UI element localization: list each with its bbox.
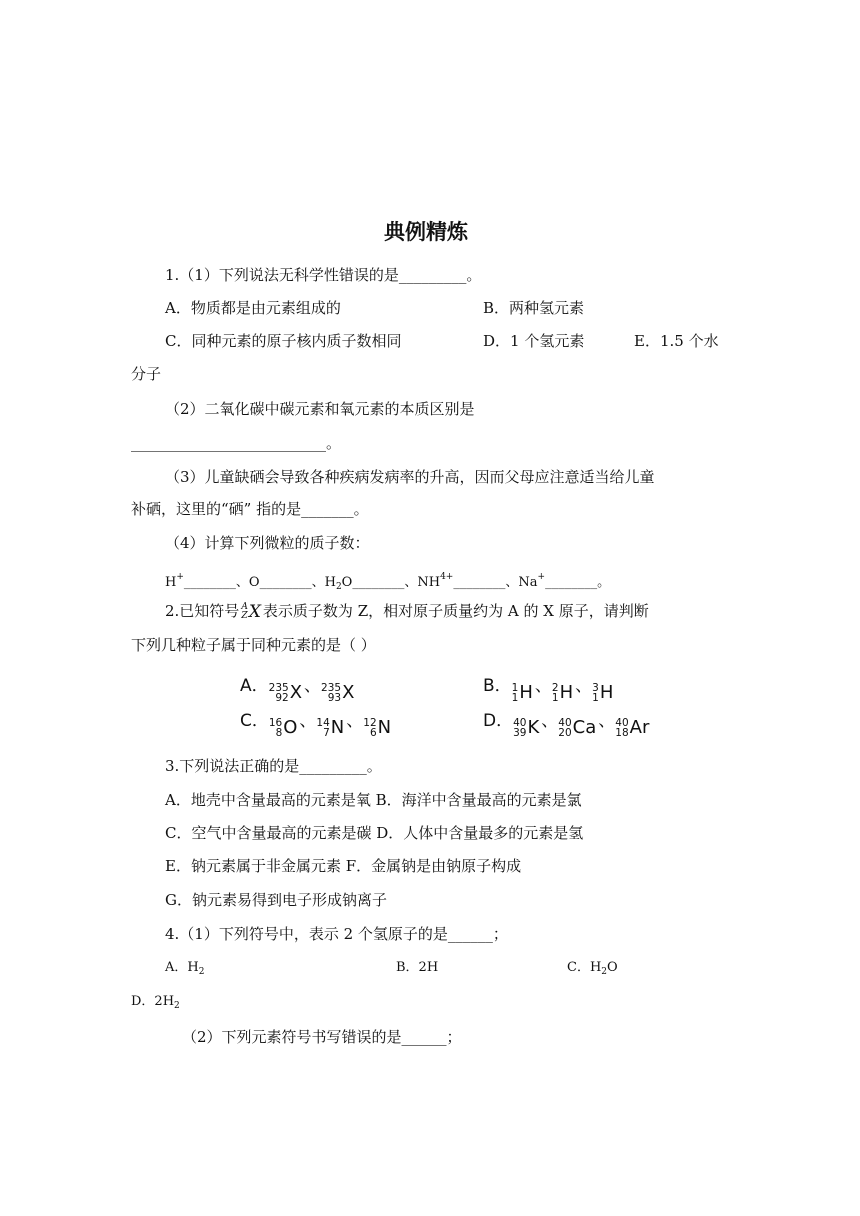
- particle-nh4: $NH^{4+}$: [417, 572, 454, 590]
- isotope-symbol: 40 39 K: [513, 717, 540, 739]
- q1-option-e: E．1.5 个水: [634, 332, 719, 350]
- page-title: 典例精炼: [384, 220, 468, 244]
- separator: 、: [575, 676, 593, 696]
- q1-option-c: C．同种元素的原子核内质子数相同: [165, 332, 402, 350]
- separator: 、: [304, 676, 322, 696]
- option-label: C．: [240, 711, 269, 731]
- isotope-symbol: 40 18 Ar: [615, 717, 650, 739]
- q3-line-1: A．地壳中含量最高的元素是氧 B．海洋中含量最高的元素是氯: [165, 791, 582, 809]
- q4-option-d: D．$2H_2$: [131, 994, 180, 1011]
- option-label: D．: [483, 711, 514, 731]
- q3-line-2: C．空气中含量最高的元素是碳 D．人体中含量最多的元素是氢: [165, 824, 584, 842]
- q1-part2-blank: __________________________。: [131, 434, 342, 452]
- q1-option-d: D．1 个氢元素: [483, 332, 585, 350]
- q2-stem-continued: 下列几种粒子属于同种元素的是（ ）: [131, 636, 376, 654]
- option-label: A．: [240, 676, 269, 696]
- q4-stem: 4.（1）下列符号中，表示 2 个氢原子的是______；: [165, 925, 508, 943]
- q1-part3-continued: 补硒，这里的“硒” 指的是_______。: [131, 500, 369, 518]
- q1-stem: 1.（1）下列说法无科学性错误的是_________。: [165, 266, 482, 284]
- isotope-symbol: 14 7 N: [316, 717, 345, 739]
- q2-option-b: [483, 676, 615, 703]
- separator: 、: [346, 711, 364, 731]
- isotope-symbol: 40 20 Ca: [558, 717, 597, 739]
- q3-line-4: G．钠元素易得到电子形成钠离子: [165, 891, 387, 909]
- particle-na: Na+: [518, 572, 546, 590]
- particle-o: O: [248, 575, 260, 590]
- particle-h2o: $H_2O$: [324, 575, 353, 592]
- q3-line-3: E．钠元素属于非金属元素 F．金属钠是由钠原子构成: [165, 857, 522, 875]
- q1-part3: （3）儿童缺硒会导致各种疾病发病率的升高，因而父母应注意适当给儿童: [165, 468, 655, 486]
- q2-stem: 2.已知符号 A Z X 表示质子数为 Z，相对原子质量约为 A 的 X 原子，请判断: [165, 602, 649, 622]
- option-label: B．: [483, 676, 512, 696]
- q1-part4: （4）计算下列微粒的质子数：: [165, 534, 370, 552]
- separator: 、: [534, 676, 552, 696]
- separator: 、: [598, 711, 616, 731]
- q1-option-e-continued: 分子: [131, 365, 162, 383]
- q4-option-a: A．$H_2$: [165, 960, 205, 977]
- q3-stem: 3.下列说法正确的是_________。: [165, 757, 382, 775]
- separator: 、: [299, 711, 317, 731]
- q4-option-b: B．2H: [396, 960, 439, 975]
- isotope-symbol: 12 6 N: [363, 717, 392, 739]
- q1-part2: （2）二氧化碳中碳元素和氧元素的本质区别是: [165, 400, 475, 418]
- separator: 、: [541, 711, 559, 731]
- nuclide-symbol-axz: A Z X: [241, 602, 261, 622]
- q4-option-c: C．$H_2O$: [567, 960, 618, 977]
- isotope-symbol: 235 93 X: [321, 682, 355, 704]
- q1-option-a: A．物质都是由元素组成的: [165, 299, 341, 317]
- q2-option-d: [483, 711, 651, 738]
- q4-part2: （2）下列元素符号书写错误的是______；: [182, 1028, 462, 1046]
- q2-option-c: [240, 711, 393, 738]
- q2-option-a: [240, 676, 356, 703]
- isotope-symbol: 2 1 H: [551, 682, 574, 704]
- isotope-symbol: 1 1 H: [511, 682, 533, 704]
- isotope-symbol: 235 92 X: [268, 682, 303, 704]
- q1-part4-particles: H+________、O________、$H_2O\_\_\_\_\_\_\_\_$、$NH^{4+}\_\_\_\_\_\_\_\_$、Na+________。: [165, 572, 611, 592]
- isotope-symbol: 3 1 H: [592, 682, 614, 704]
- particle-h: H+: [165, 572, 184, 590]
- q1-option-b: B．两种氢元素: [483, 299, 585, 317]
- isotope-symbol: 16 8 O: [268, 717, 298, 739]
